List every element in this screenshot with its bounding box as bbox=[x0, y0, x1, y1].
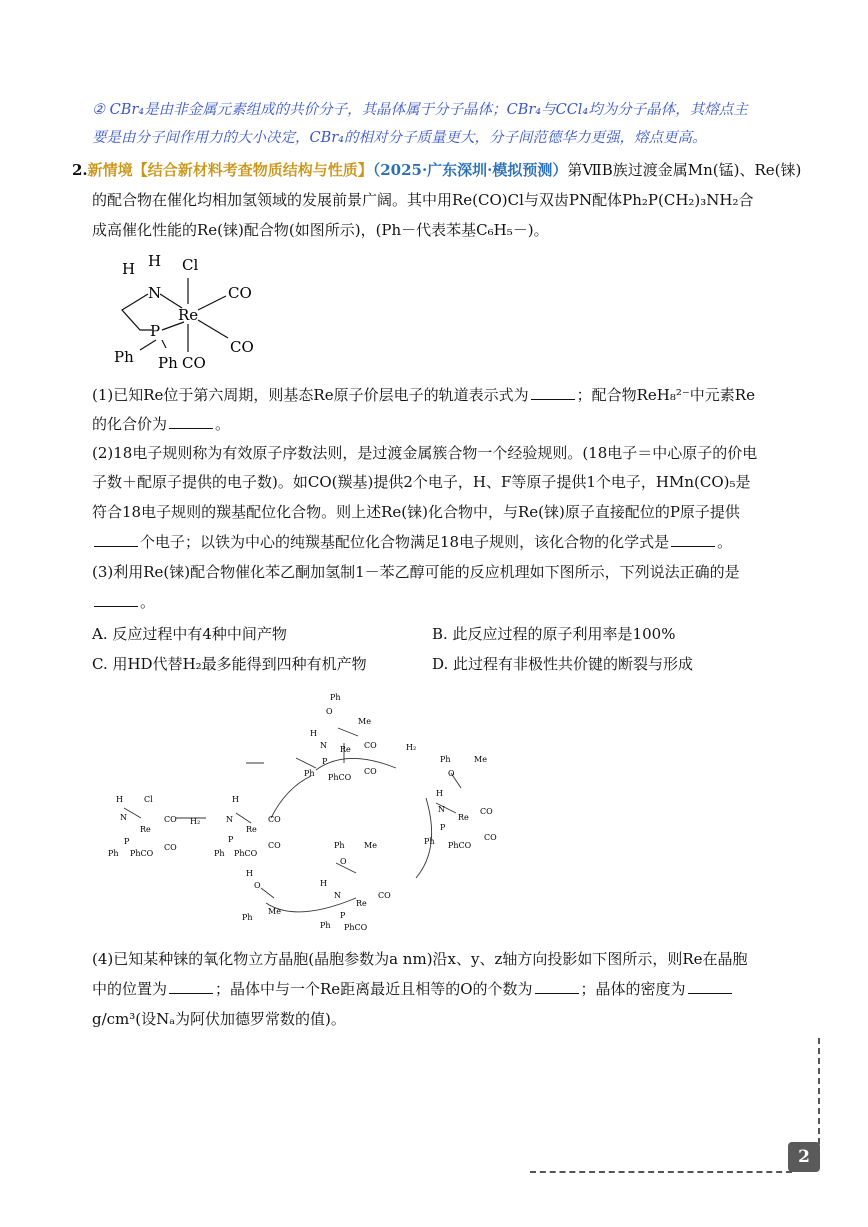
part1-line-2a: 的化合价为 bbox=[92, 415, 168, 433]
structure-label-p: P bbox=[150, 322, 161, 340]
part4-line-3: g/cm³(设Nₐ为阿伏加德罗常数的值)。 bbox=[92, 1010, 346, 1028]
part4-line-2c: ；晶体的密度为 bbox=[580, 980, 686, 998]
part4-line-2a: 中的位置为 bbox=[92, 980, 168, 998]
question-line-3: 成高催化性能的Re(铼)配合物(如图所示)，(Ph－代表苯基C₆H₅－)。 bbox=[92, 221, 549, 239]
part4-line-1: (4)已知某种铼的氧化物立方晶胞(晶胞参数为a nm)沿x、y、z轴方向投影如下图所示，则Re在晶胞 bbox=[92, 950, 748, 968]
mech-label: N bbox=[320, 741, 327, 750]
part2-line-1: (2)18电子规则称为有效原子序数法则，是过渡金属簇合物一个经验规则。(18电子＝中心原子的价电 bbox=[92, 444, 758, 462]
answer-line-2: 要是由分子间作用力的大小决定，CBr₄的相对分子质量更大，分子间范德华力更强，熔点更高。 bbox=[92, 130, 707, 146]
answer-blank bbox=[169, 977, 213, 994]
mech-label: N bbox=[120, 813, 127, 822]
option-a: A. 反应过程中有4种中间产物 bbox=[92, 625, 287, 643]
answer-blank bbox=[169, 412, 213, 429]
part2-line-2: 子数＋配原子提供的电子数)。如CO(羰基)提供2个电子，H、F等原子提供1个电子，HMn(CO)₅是 bbox=[92, 473, 751, 491]
structure-label-h1: H bbox=[122, 260, 136, 278]
tag-topic: 【结合新材料考查物质结构与性质】 bbox=[132, 161, 373, 179]
mech-label: CO bbox=[268, 841, 281, 850]
part2-line-4b: 。 bbox=[717, 533, 733, 551]
part1-line-1a: (1)已知Re位于第六周期，则基态Re原子价层电子的轨道表示式为 bbox=[92, 386, 529, 404]
mech-label: Me bbox=[364, 841, 377, 850]
mech-label: Re bbox=[458, 813, 469, 822]
part2-line-4a: 个电子；以铁为中心的纯羰基配位化合物满足18电子规则，该化合物的化学式是 bbox=[140, 533, 670, 551]
mech-label: Me bbox=[268, 907, 281, 916]
structure-label-re: Re bbox=[178, 306, 199, 324]
mech-label: Ph bbox=[242, 913, 253, 922]
mech-label: CO bbox=[164, 843, 177, 852]
mech-label: PhCO bbox=[328, 773, 352, 782]
mech-label: N bbox=[226, 815, 233, 824]
mech-label: Me bbox=[358, 717, 371, 726]
mech-label: Ph bbox=[108, 849, 119, 858]
mech-label: CO bbox=[268, 815, 281, 824]
mech-label: PhCO bbox=[234, 849, 258, 858]
structure-label-n: N bbox=[148, 284, 162, 302]
mech-label: O bbox=[254, 881, 261, 890]
part1-line-1 bbox=[92, 380, 832, 410]
mech-label: Ph bbox=[440, 755, 451, 764]
mech-label: CO bbox=[484, 833, 497, 842]
part3-line-2b: 。 bbox=[140, 593, 156, 611]
part3-line-1: (3)利用Re(铼)配合物催化苯乙酮加氢制1－苯乙醇可能的反应机理如下图所示，下列说法正确的是 bbox=[92, 563, 740, 581]
answer-blank bbox=[535, 977, 579, 994]
mech-label: CO bbox=[480, 807, 493, 816]
option-b: B. 此反应过程的原子利用率是100% bbox=[432, 625, 676, 643]
mech-label: Ph bbox=[304, 769, 315, 778]
mech-label: P bbox=[340, 911, 346, 920]
option-d: D. 此过程有非极性共价键的断裂与形成 bbox=[432, 655, 694, 673]
mech-label: H₂ bbox=[406, 743, 417, 752]
reaction-mechanism-diagram bbox=[96, 688, 536, 936]
mech-label: P bbox=[228, 835, 234, 844]
structure-label-h2: H bbox=[148, 252, 162, 270]
mech-label: H₂ bbox=[190, 817, 201, 826]
mech-label: CO bbox=[364, 741, 377, 750]
mech-label: CO bbox=[364, 767, 377, 776]
mech-label: O bbox=[326, 707, 333, 716]
re-complex-structure bbox=[100, 248, 280, 376]
mech-label: Ph bbox=[424, 837, 435, 846]
mech-label: H bbox=[232, 795, 239, 804]
structure-label-cl: Cl bbox=[182, 256, 199, 274]
mech-label: H bbox=[310, 729, 317, 738]
page-edge-dashes-vertical bbox=[818, 1038, 820, 1144]
mech-label: H bbox=[246, 869, 253, 878]
question-number: 2. bbox=[72, 161, 88, 179]
mech-label: Me bbox=[474, 755, 487, 764]
mech-label: CO bbox=[378, 891, 391, 900]
answer-blank bbox=[94, 590, 138, 607]
page-number: 2 bbox=[788, 1142, 820, 1172]
mech-label: Ph bbox=[334, 841, 345, 850]
part4-line-2 bbox=[92, 974, 832, 1004]
mech-label: H bbox=[116, 795, 123, 804]
mech-label: N bbox=[438, 805, 445, 814]
question-line-2: 的配合物在催化均相加氢领域的发展前景广阔。其中用Re(CO)Cl与双齿PN配体Ph₂P(CH₂)₃NH₂合 bbox=[92, 191, 754, 209]
mech-label: P bbox=[322, 757, 328, 766]
mech-label: Ph bbox=[320, 921, 331, 930]
option-c: C. 用HD代替H₂最多能得到四种有机产物 bbox=[92, 655, 367, 673]
part2-line-4 bbox=[92, 527, 832, 557]
question-line-1-rest: 第ⅦB族过渡金属Mn(锰)、Re(铼) bbox=[567, 161, 802, 179]
mech-label: Re bbox=[140, 825, 151, 834]
mech-label: PhCO bbox=[130, 849, 154, 858]
part1-line-2b: 。 bbox=[215, 415, 231, 433]
tag-new-context: 新情境 bbox=[87, 161, 133, 179]
mech-label: O bbox=[340, 857, 347, 866]
answer-note bbox=[92, 96, 822, 152]
page-edge-dashes-horizontal bbox=[530, 1171, 792, 1173]
answer-blank bbox=[688, 977, 732, 994]
mech-label: O bbox=[448, 769, 455, 778]
structure-label-ph2: Ph bbox=[158, 354, 178, 372]
mech-label: Ph bbox=[330, 693, 341, 702]
mech-label: Ph bbox=[214, 849, 225, 858]
part1-line-2 bbox=[92, 409, 832, 439]
mech-label: P bbox=[440, 823, 446, 832]
part3-line-2 bbox=[92, 587, 832, 617]
mech-label: Re bbox=[246, 825, 257, 834]
mech-label: H bbox=[320, 879, 327, 888]
part2-line-3: 符合18电子规则的羰基配位化合物。则上述Re(铼)化合物中，与Re(铼)原子直接配位的P原子提供 bbox=[92, 503, 740, 521]
part4-line-2b: ；晶体中与一个Re距离最近且相等的O的个数为 bbox=[215, 980, 533, 998]
mech-label: PhCO bbox=[448, 841, 472, 850]
mech-label: H bbox=[436, 789, 443, 798]
part1-line-1b: ；配合物ReH₈²⁻中元素Re bbox=[576, 386, 755, 404]
answer-blank bbox=[94, 530, 138, 547]
answer-blank bbox=[671, 530, 715, 547]
mech-label: Cl bbox=[144, 795, 153, 804]
structure-label-co2: CO bbox=[230, 338, 254, 356]
structure-label-co3: CO bbox=[182, 354, 206, 372]
mech-label: P bbox=[124, 837, 130, 846]
mech-label: PhCO bbox=[344, 923, 368, 932]
answer-line-1: ② CBr₄是由非金属元素组成的共价分子，其晶体属于分子晶体；CBr₄与CCl₄均为分子晶体，其熔点主 bbox=[92, 102, 748, 118]
mech-label: Re bbox=[356, 899, 367, 908]
mech-label: CO bbox=[164, 815, 177, 824]
tag-source: （2025·广东深圳·模拟预测） bbox=[372, 161, 568, 179]
mech-label: Re bbox=[340, 745, 351, 754]
mech-label: N bbox=[334, 891, 341, 900]
answer-blank bbox=[531, 383, 575, 400]
structure-label-ph1: Ph bbox=[114, 348, 134, 366]
structure-label-co1: CO bbox=[228, 284, 252, 302]
question-line-1 bbox=[72, 155, 832, 185]
